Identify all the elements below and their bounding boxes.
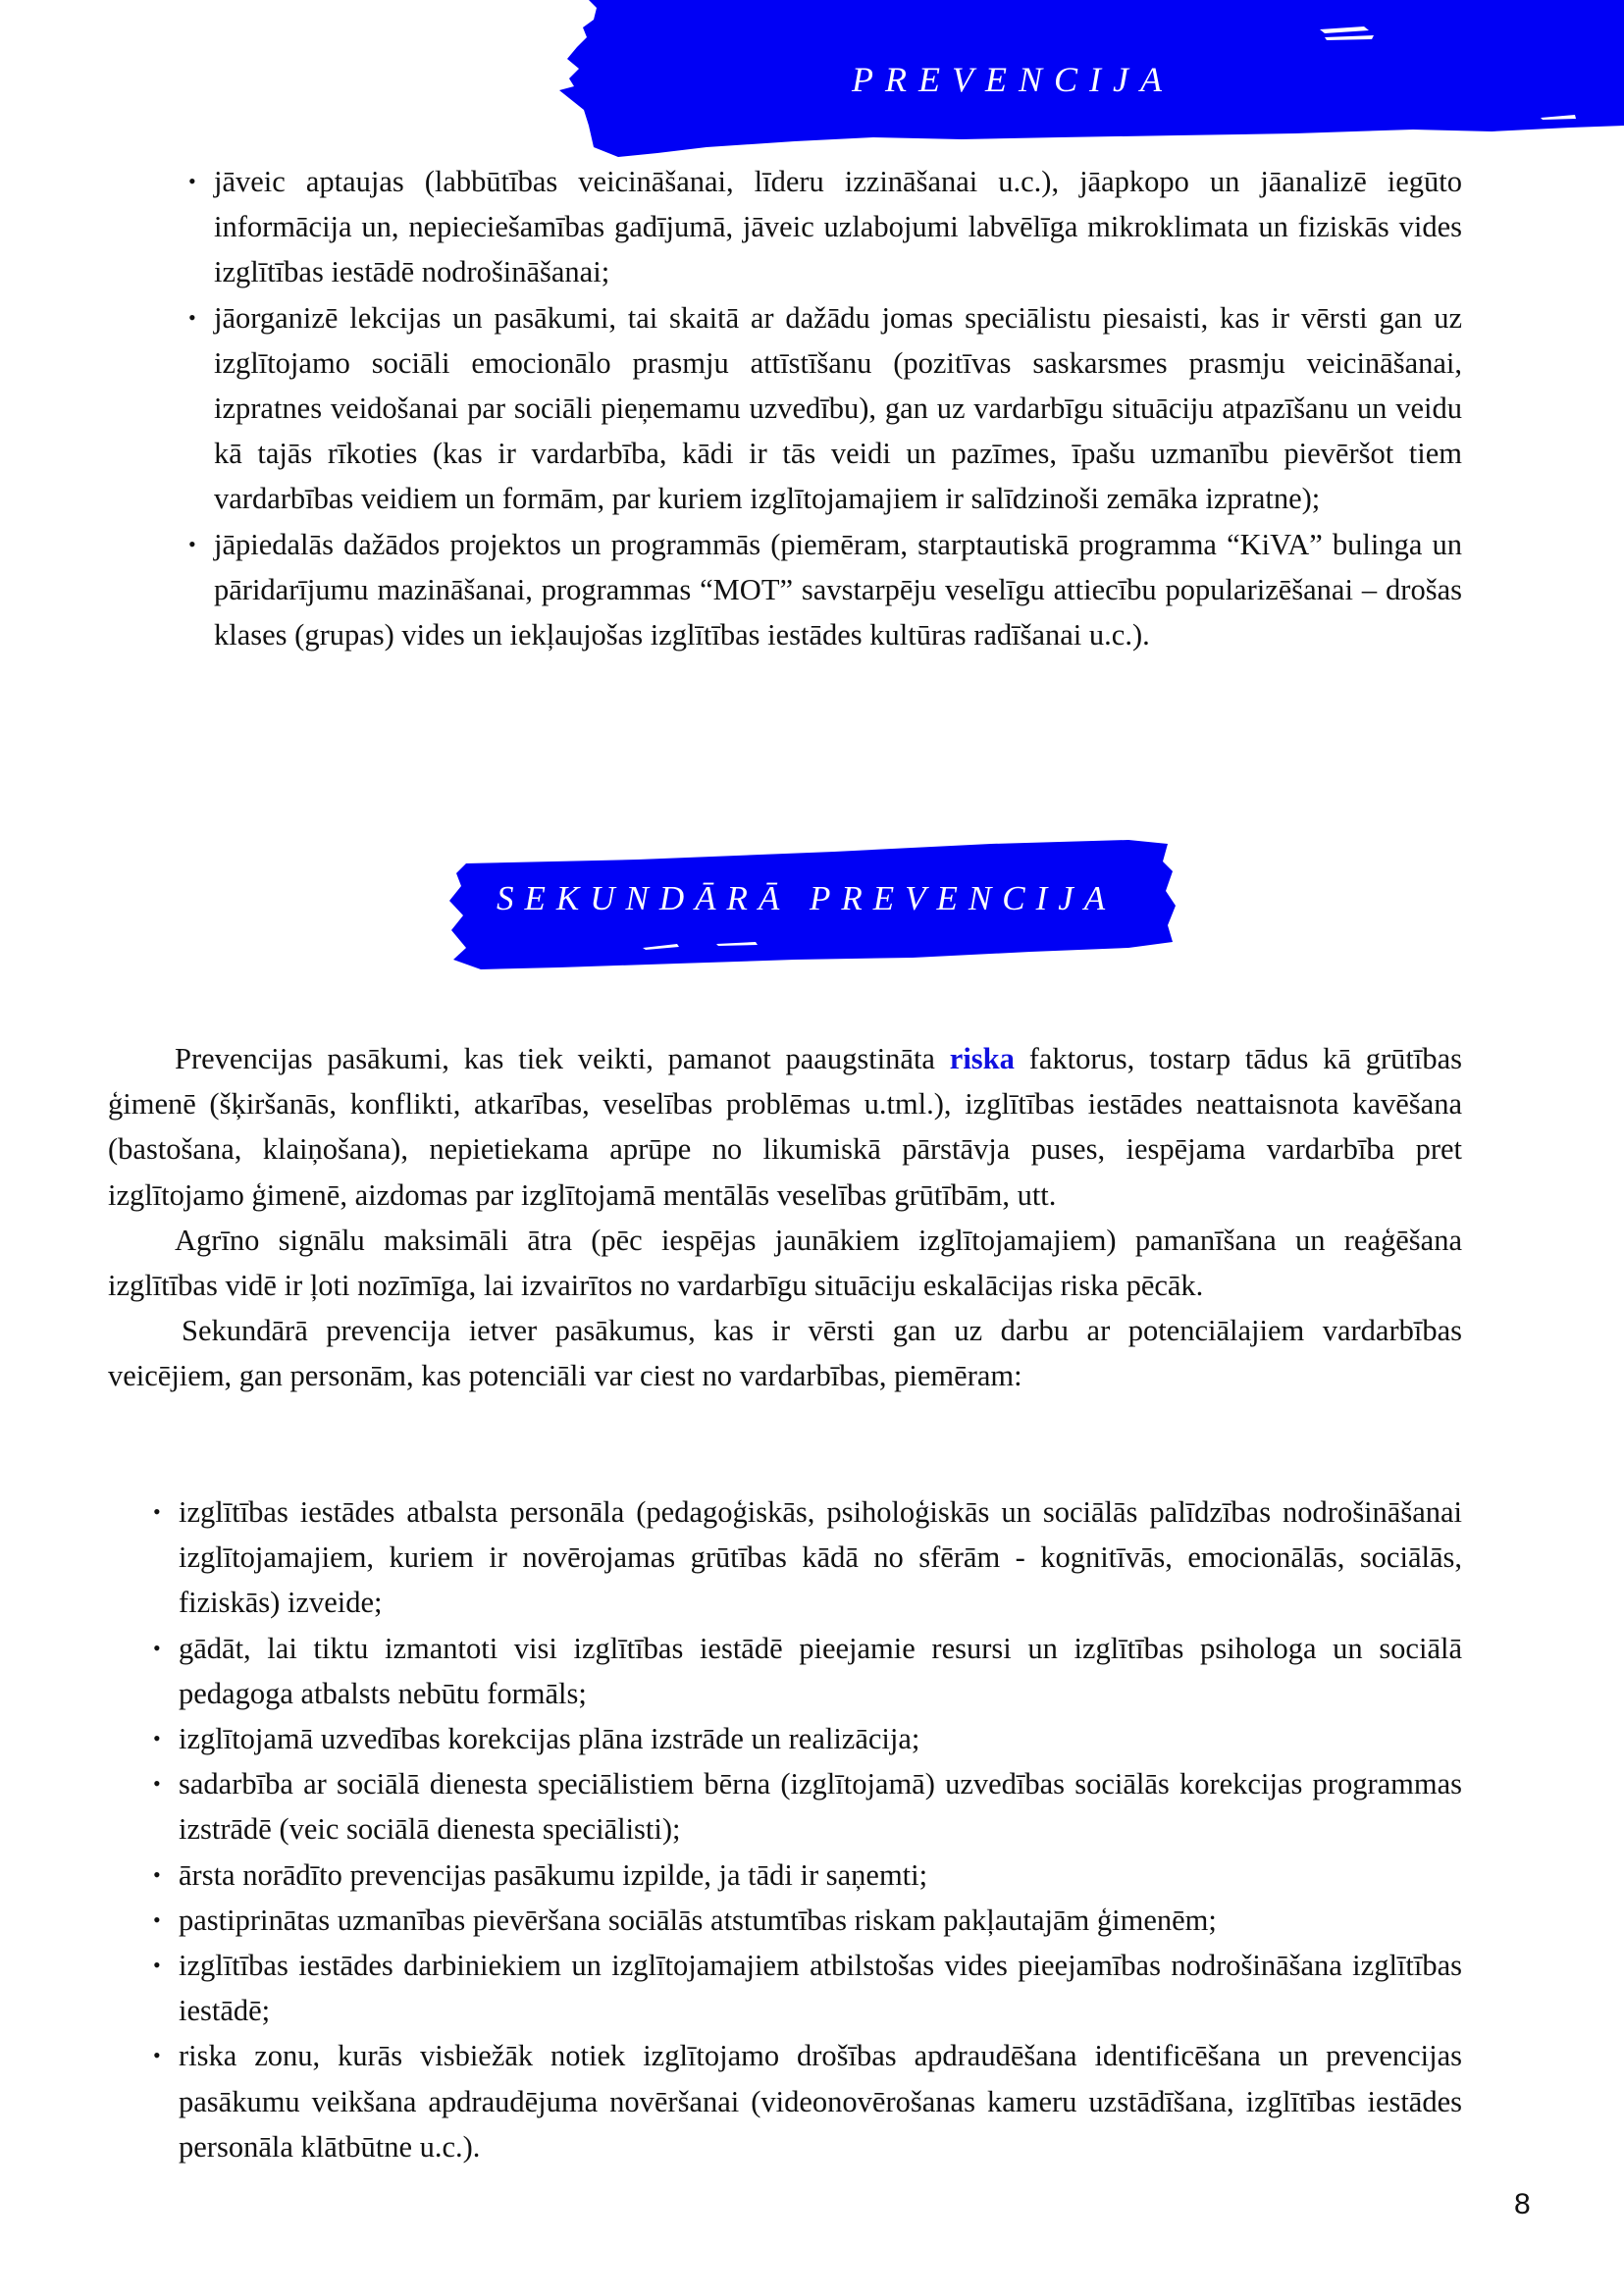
list-item — [188, 522, 1462, 658]
top-bullet-list-container — [188, 159, 1462, 657]
highlight-keyword-riska: riska — [949, 1042, 1015, 1075]
bottom-bullet-list-container — [153, 1489, 1462, 2169]
bullet-icon: • — [153, 1726, 161, 1751]
section-banner-title: SEKUNDĀRĀ PREVENCIJA — [497, 879, 1117, 917]
list-item — [153, 1852, 1462, 1898]
list-item — [153, 2033, 1462, 2169]
header-banner-title: PREVENCIJA — [852, 60, 1174, 99]
list-item-text: ārsta norādīto prevencijas pasākumu izpilde, ja tādi ir saņemti; — [179, 1857, 928, 1892]
list-item — [153, 1716, 1462, 1761]
paragraph-secondary-prevention: Sekundārā prevencija ietver pasākumus, kas ir vērsti gan uz darbu ar potenciālajiem vardarbības veicējiem, gan personām, kas potenciāli var ciest no vardarbības, piemēram: — [108, 1314, 1462, 1393]
list-item — [188, 295, 1462, 522]
bullet-icon: • — [153, 2043, 161, 2068]
bullet-icon: • — [153, 1953, 161, 1978]
paragraph-risk-factors — [108, 1036, 1462, 1218]
list-item-text: jāveic aptaujas (labbūtības veicināšanai, līderu izzināšanai u.c.), jāapkopo un jāanalizē iegūto informācija un, nepieciešamības gadījumā, jāveic uzlabojumi labvēlīga mikroklimata un fiziskās vides izglītības iestādē nodrošināšanai; — [214, 165, 1462, 289]
bullet-icon: • — [153, 1906, 161, 1932]
bottom-bullet-list — [153, 1489, 1462, 2169]
page-number: 8 — [1514, 2188, 1531, 2220]
bullet-icon: • — [188, 304, 196, 330]
list-item — [153, 1898, 1462, 1943]
list-item-text: riska zonu, kurās visbiežāk notiek izglītojamo drošības apdraudēšana identificēšana un prevencijas pasākumu veikšana apdraudējuma novēršanai (videonovērošanas kameru uzstādīšana, izglītības iestādes personāla klātbūtne u.c.). — [179, 2039, 1462, 2164]
list-item-text: jāpiedalās dažādos projektos un programmās (piemēram, starptautiskā programma “KiVA” bulinga un pāridarījumu mazināšanai, programmas “MOT” savstarpēju veselīgu attiecību popularizēšanai – drošas klases (grupas) vides un iekļaujošas izglītības iestādes kultūras radīšanai u.c.). — [214, 527, 1462, 652]
list-item-text: izglītības iestādes atbalsta personāla (pedagoģiskās, psiholoģiskās un sociālās palīdzības nodrošināšanai izglītojamajiem, kuriem ir novērojamas grūtības kādā no sfērām - kognitīvās, emocionālās, sociālās, fiziskās) izveide; — [179, 1495, 1462, 1620]
bullet-icon: • — [153, 1635, 161, 1660]
paragraph-text: faktorus, tostarp tādus kā grūtības ģimenē (šķiršanās, konflikti, atkarības, veselības problēmas u.tml.), izglītības iestādes neattaisnota kavēšana (bastošana, klaiņošana), nepietiekama aprūpe no likumiskā pārstāvja puses, iespējama vardarbība pret izglītojamo ģimenē, aizdomas par izglītojamā mentālās veselības grūtībām, utt. — [108, 1042, 1463, 1212]
list-item — [153, 1943, 1462, 2033]
paragraph-text: Prevencijas pasākumi, kas tiek veikti, pamanot paaugstināta — [175, 1042, 950, 1075]
list-item-text: pastiprinātas uzmanības pievēršana sociālās atstumtības riskam pakļautajām ģimenēm; — [179, 1903, 1217, 1937]
list-item-text: jāorganizē lekcijas un pasākumi, tai skaitā ar dažādu jomas speciālistu piesaisti, kas ir vērsti gan uz izglītojamo sociāli emocionālo prasmju attīstīšanu (pozitīvas saskarsmes prasmju veicināšanai, izpratnes veidošanai par sociāli pieņemamu uzvedību), gan uz vardarbīgu situāciju atpazīšanu un veidu kā tajās rīkoties (kas ir vardarbība, kādi ir tās veidi un pazīmes, īpašu uzmanību pievēršot tiem vardarbības veidiem un formām, par kuriem izglītojamajiem ir salīdzinoši zemāka izpratne); — [214, 300, 1462, 516]
list-item — [188, 159, 1462, 295]
top-bullet-list — [188, 159, 1462, 657]
bullet-icon: • — [153, 1499, 161, 1524]
list-item-text: izglītības iestādes darbiniekiem un izglītojamajiem atbilstošas vides pieejamības nodrošināšana izglītības iestādē; — [179, 1949, 1462, 2028]
bullet-icon: • — [188, 531, 196, 556]
list-item — [153, 1761, 1462, 1852]
paragraph-early-signals: Agrīno signālu maksimāli ātra (pēc iespējas jaunākiem izglītojamajiem) pamanīšana un reaģēšana izglītības vidē ir ļoti nozīmīga, lai izvairītos no vardarbīgu situāciju eskalācijas riska pēcāk. — [108, 1223, 1462, 1303]
body-paragraphs — [108, 1036, 1462, 1399]
bullet-icon: • — [188, 169, 196, 193]
list-item-text: gādāt, lai tiktu izmantoti visi izglītības iestādē pieejamie resursi un izglītības psihologa un sociālā pedagoga atbalsts nebūtu formāls; — [179, 1631, 1462, 1710]
list-item-text: sadarbība ar sociālā dienesta speciālistiem bērna (izglītojamā) uzvedības sociālās korekcijas programmas izstrādē (veic sociālā dienesta speciālisti); — [179, 1767, 1462, 1847]
bullet-icon: • — [153, 1861, 161, 1887]
list-item — [153, 1489, 1462, 1626]
list-item — [153, 1626, 1462, 1716]
list-item-text: izglītojamā uzvedības korekcijas plāna izstrāde un realizācija; — [179, 1722, 920, 1756]
bullet-icon: • — [153, 1771, 161, 1797]
